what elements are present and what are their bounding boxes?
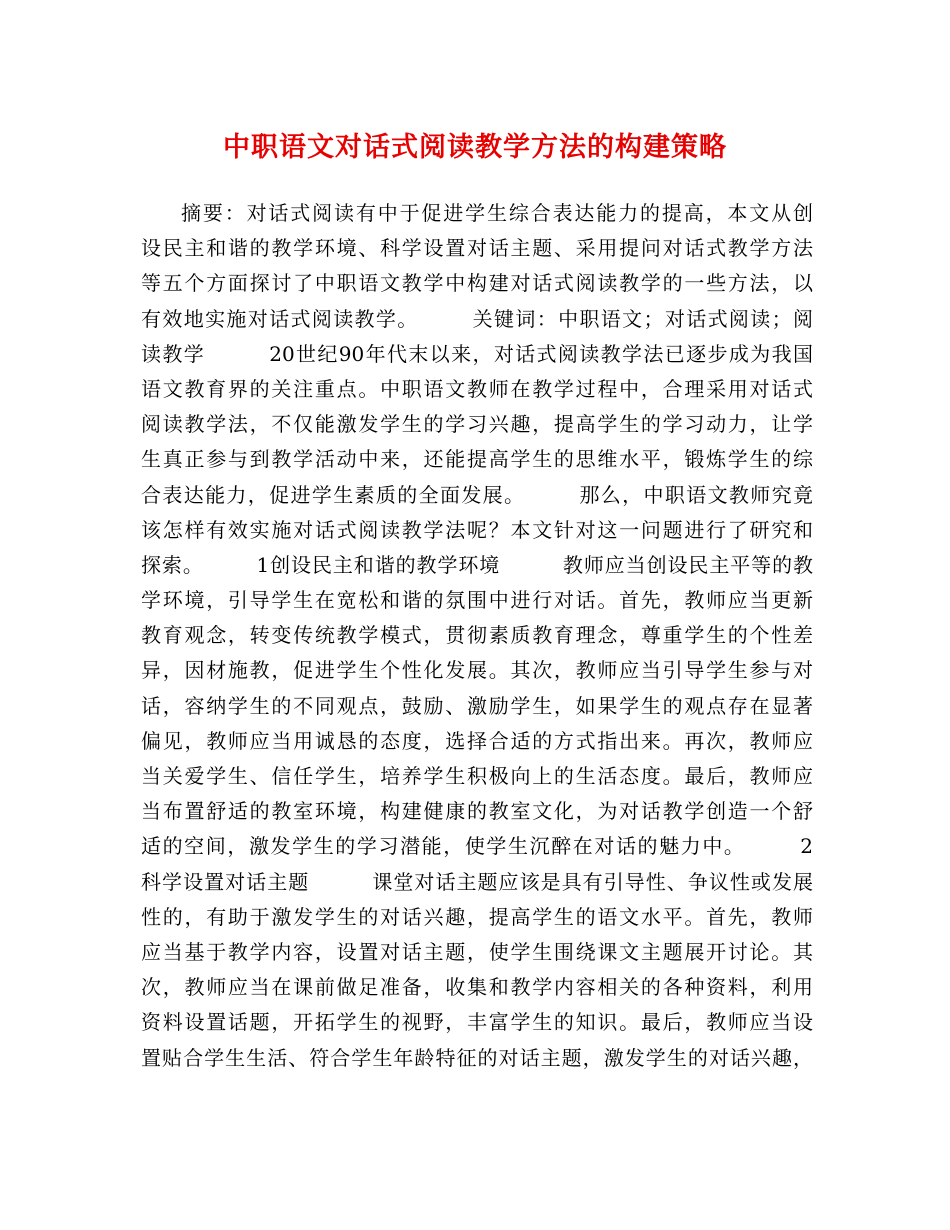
body-line: 当关爱学生、信任学生，培养学生积极向上的生活态度。最后，教师应 xyxy=(141,764,813,788)
body-line: 当布置舒适的教室环境，构建健康的教室文化，为对话教学创造一个舒 xyxy=(141,799,813,824)
body-line: 等五个方面探讨了中职语文教学中构建对话式阅读教学的一些方法，以 xyxy=(141,271,813,296)
body-line: 读教学 20世纪90年代末以来，对话式阅读教学法已逐步成为我国 xyxy=(141,341,813,366)
body-line: 科学设置对话主题 课堂对话主题应该是具有引导性、争议性或发展 xyxy=(141,869,813,894)
body-line: 有效地实施对话式阅读教学。 关键词：中职语文；对话式阅读；阅 xyxy=(141,306,813,331)
body-line: 探索。 1创设民主和谐的教学环境 教师应当创设民主平等的教 xyxy=(141,552,813,577)
body-line: 性的，有助于激发学生的对话兴趣，提高学生的语文水平。首先，教师 xyxy=(141,904,813,929)
body-line: 语文教育界的关注重点。中职语文教师在教学过程中，合理采用对话式 xyxy=(141,376,813,401)
body-line: 应当基于教学内容，设置对话主题，使学生围绕课文主题展开讨论。其 xyxy=(141,939,813,964)
body-line: 阅读教学法，不仅能激发学生的学习兴趣，提高学生的学习动力，让学 xyxy=(141,412,813,437)
body-line: 生真正参与到教学活动中来，还能提高学生的思维水平，锻炼学生的综 xyxy=(141,447,813,472)
body-line: 偏见，教师应当用诚恳的态度，选择合适的方式指出来。再次，教师应 xyxy=(141,728,813,753)
body-line: 合表达能力，促进学生素质的全面发展。 那么，中职语文教师究竟 xyxy=(141,482,813,507)
body-line: 异，因材施教，促进学生个性化发展。其次，教师应当引导学生参与对 xyxy=(141,658,813,683)
body-line: 话，容纳学生的不同观点，鼓励、激励学生，如果学生的观点存在显著 xyxy=(141,693,813,718)
document-title: 中职语文对话式阅读教学方法的构建策略 xyxy=(223,132,727,163)
body-line: 资料设置话题，开拓学生的视野，丰富学生的知识。最后，教师应当设 xyxy=(141,1010,813,1035)
body-line: 置贴合学生生活、符合学生年龄特征的对话主题，激发学生的对话兴趣， xyxy=(141,1045,813,1070)
body-line: 适的空间，激发学生的学习潜能，使学生沉醉在对话的魅力中。 2 xyxy=(141,834,813,859)
body-line: 摘要：对话式阅读有中于促进学生综合表达能力的提高，本文从创 xyxy=(181,201,813,225)
body-line: 该怎样有效实施对话式阅读教学法呢？本文针对这一问题进行了研究和 xyxy=(141,517,813,542)
body-line: 次，教师应当在课前做足准备，收集和教学内容相关的各种资料，利用 xyxy=(141,975,813,1000)
body-line: 学环境，引导学生在宽松和谐的氛围中进行对话。首先，教师应当更新 xyxy=(141,588,813,613)
body-line: 设民主和谐的教学环境、科学设置对话主题、采用提问对话式教学方法 xyxy=(141,236,813,261)
body-line: 教育观念，转变传统教学模式，贯彻素质教育理念，尊重学生的个性差 xyxy=(141,623,813,648)
document-body xyxy=(141,196,813,1076)
